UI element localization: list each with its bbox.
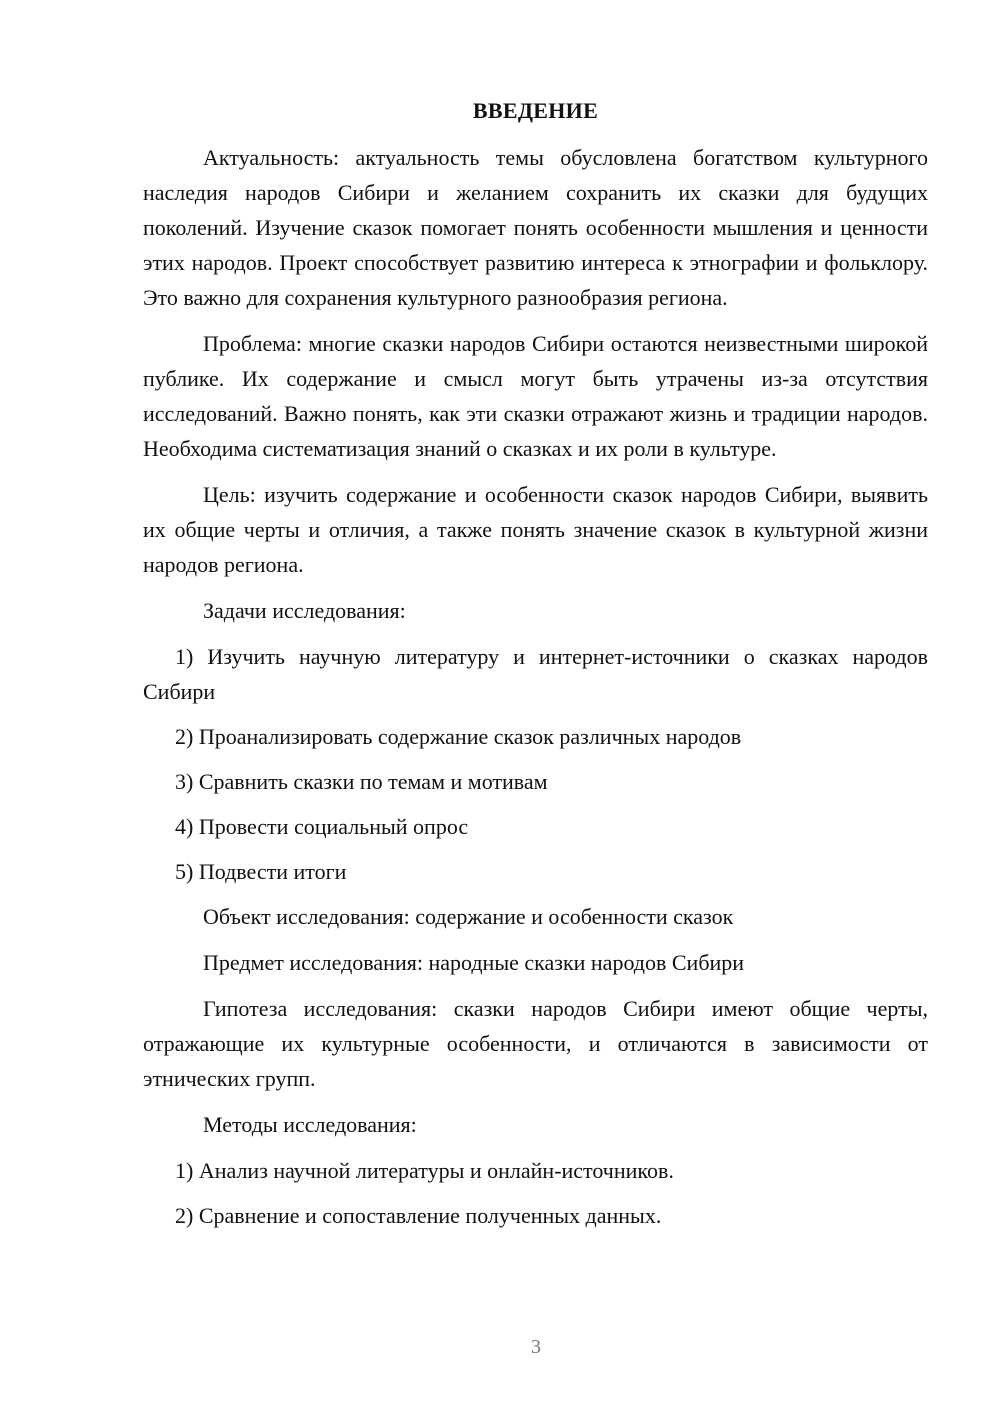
page-content <box>143 96 928 1243</box>
list-item: 1) Изучить научную литературу и интернет-источники о сказках народов Сибири <box>143 644 928 704</box>
page-title: ВВЕДЕНИЕ <box>472 98 599 123</box>
methods-list <box>143 1153 928 1233</box>
list-item: 2) Проанализировать содержание сказок различных народов <box>175 724 742 749</box>
tasks-heading: Задачи исследования: <box>203 598 406 623</box>
methods-heading: Методы исследования: <box>203 1112 417 1137</box>
list-item: 3) Сравнить сказки по темам и мотивам <box>175 769 548 794</box>
relevance-paragraph: Актуальность: актуальность темы обусловлена богатством культурного наследия народов Сибири и желанием сохранить их сказки для будущих поколений. Изучение сказок помогает понять особенности мышления и ценности этих народов. Проект способствует развитию интереса к этнографии и фольклору. Это важно для сохранения культурного разнообразия региона. <box>143 145 928 310</box>
list-item: 4) Провести социальный опрос <box>175 814 469 839</box>
research-subject: Предмет исследования: народные сказки народов Сибири <box>203 950 745 975</box>
hypothesis-paragraph: Гипотеза исследования: сказки народов Сибири имеют общие черты, отражающие их культурные особенности, и отличаются в зависимости от этнических групп. <box>143 996 928 1091</box>
list-item: 2) Сравнение и сопоставление полученных данных. <box>175 1203 662 1228</box>
list-item: 1) Анализ научной литературы и онлайн-источников. <box>175 1158 674 1183</box>
goal-paragraph: Цель: изучить содержание и особенности сказок народов Сибири, выявить их общие черты и отличия, а также понять значение сказок в культурной жизни народов региона. <box>143 482 928 577</box>
tasks-list <box>143 639 928 889</box>
list-item: 5) Подвести итоги <box>175 859 347 884</box>
research-object: Объект исследования: содержание и особенности сказок <box>203 904 734 929</box>
page-number: 3 <box>531 1336 541 1358</box>
problem-paragraph: Проблема: многие сказки народов Сибири остаются неизвестными широкой публике. Их содержание и смысл могут быть утрачены из-за отсутствия исследований. Важно понять, как эти сказки отражают жизнь и традиции народов. Необходима систематизация знаний о сказках и их роли в культуре. <box>143 331 928 461</box>
